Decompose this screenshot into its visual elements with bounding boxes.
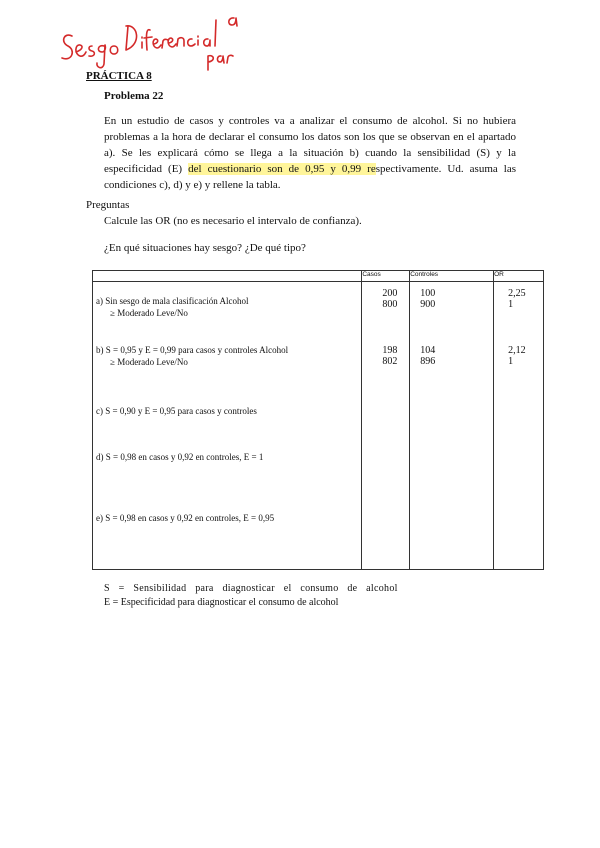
case-b-casos-1: 198 (382, 345, 398, 356)
question-2: ¿En qué situaciones hay sesgo? ¿De qué tipo? (104, 242, 306, 254)
problem-statement (104, 113, 516, 193)
case-b-or-2: 1 (508, 356, 514, 367)
footnote-sensitivity: S = Sensibilidad para diagnosticar el consumo de alcohol (104, 583, 398, 594)
handwritten-annotation (58, 6, 248, 76)
problem-title: Problema 22 (104, 90, 164, 102)
controles-column (410, 282, 494, 570)
case-d (96, 452, 263, 462)
results-table (92, 270, 544, 570)
case-a-controles (420, 288, 435, 310)
case-b-casos-2: 802 (382, 356, 398, 367)
case-a-or-2: 1 (508, 299, 514, 310)
header-blank (93, 271, 362, 282)
case-a-or (508, 288, 526, 310)
statement-text-1: En un estudio de casos y controles va a analizar el consumo de alcohol. Si no hubiera problemas a la hora de declarar el consumo los datos son los que se observan en el apartado a). Se les explicará cómo se llega a la situación b) cuando la sensibilidad (S) y la especificidad (E) (104, 115, 516, 175)
case-b (96, 345, 288, 367)
case-e (96, 513, 274, 523)
case-a-label: a) Sin sesgo de mala clasificación Alcohol (96, 296, 249, 306)
case-c-label: c) S = 0,90 y E = 0,95 para casos y controles (96, 406, 257, 416)
case-b-controles-2: 896 (420, 356, 436, 367)
case-e-label: e) S = 0,98 en casos y 0,92 en controles, E = 0,95 (96, 513, 275, 523)
table-body-description (93, 282, 362, 570)
questions-heading: Preguntas (86, 199, 130, 211)
case-a-casos-1: 200 (382, 288, 398, 299)
case-a-or-1: 2,25 (508, 288, 526, 299)
case-b-or (508, 345, 526, 367)
case-a-casos (382, 288, 397, 310)
case-b-casos (382, 345, 397, 367)
header-controles: Controles (410, 271, 494, 282)
highlighted-text: del cuestionario son de 0,95 y 0,99 re (188, 163, 376, 175)
case-d-label: d) S = 0,98 en casos y 0,92 en controles, E = 1 (96, 452, 264, 462)
case-a-casos-2: 800 (382, 299, 398, 310)
case-b-sub: ≥ Moderado Leve/No (110, 357, 188, 367)
practice-title: PRÁCTICA 8 (86, 70, 152, 82)
or-column (494, 282, 544, 570)
case-b-controles (420, 345, 435, 367)
statement-text-2: spectivamente. Ud. asuma las condiciones c), d) y e) y rellene la tabla. (104, 163, 516, 191)
header-casos: Casos (362, 271, 410, 282)
case-b-controles-1: 104 (420, 345, 436, 356)
case-a-controles-1: 100 (420, 288, 436, 299)
case-c (96, 406, 257, 416)
question-1: Calcule las OR (no es necesario el intervalo de confianza). (104, 215, 362, 227)
header-or: OR (494, 271, 544, 282)
case-a-controles-2: 900 (420, 299, 436, 310)
case-a-sub: ≥ Moderado Leve/No (110, 308, 188, 318)
case-b-or-1: 2,12 (508, 345, 526, 356)
case-a (96, 296, 248, 318)
casos-column (362, 282, 410, 570)
case-b-label: b) S = 0,95 y E = 0,99 para casos y controles Alcohol (96, 345, 289, 355)
footnote-specificity: E = Especificidad para diagnosticar el consumo de alcohol (104, 597, 339, 608)
